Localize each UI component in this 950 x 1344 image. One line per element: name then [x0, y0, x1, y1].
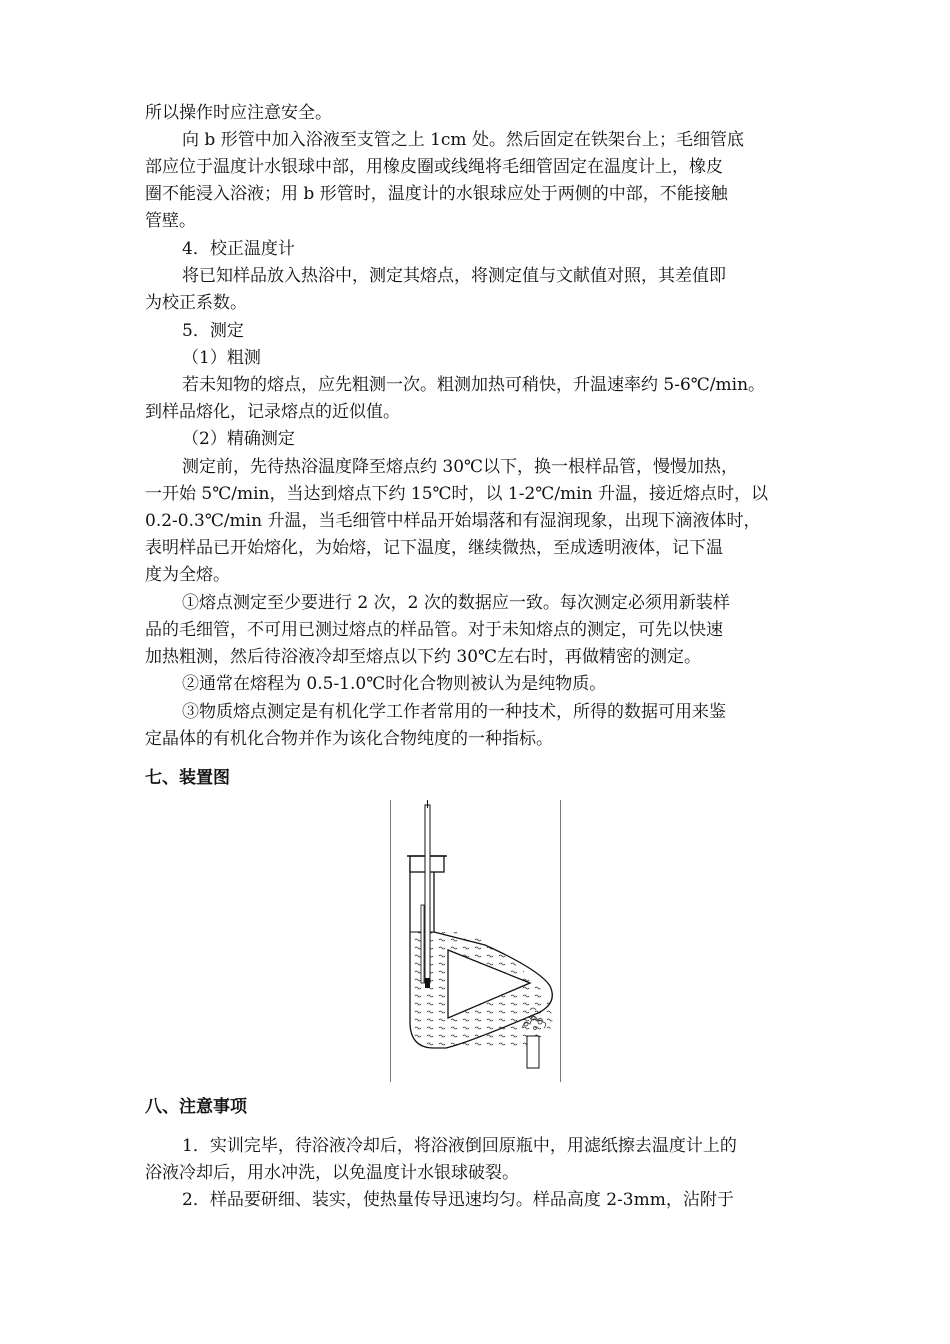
body-line-17: 表明样品已开始熔化，为始熔，记下温度，继续微热，至成透明液体，记下温: [145, 538, 723, 558]
body-line-24: 定晶体的有机化合物并作为该化合物纯度的一种指标。: [145, 729, 553, 749]
body-line-18: 度为全熔。: [145, 565, 230, 585]
body-line-20: 品的毛细管，不可用已测过熔点的样品管。对于未知熔点的测定，可先以快速: [145, 620, 723, 640]
body-line-7: 将已知样品放入热浴中，测定其熔点，将测定值与文献值对照，其差值即: [182, 266, 726, 286]
body-line-21: 加热粗测，然后待浴液冷却至熔点以下约 30℃左右时，再做精密的测定。: [145, 647, 702, 667]
subheading-precise: （2）精确测定: [182, 429, 295, 449]
burner: [527, 1036, 539, 1068]
body-line-8: 为校正系数。: [145, 293, 247, 313]
subheading-calibrate: 4．校正温度计: [182, 239, 295, 259]
body-line-2: 向 b 形管中加入浴液至支管之上 1cm 处。然后固定在铁架台上；毛细管底: [182, 130, 744, 150]
apparatus-diagram: [390, 800, 562, 1082]
body-line-16: 0.2-0.3℃/min 升温，当毛细管中样品开始塌落和有湿润现象，出现下滴液体时，: [145, 511, 761, 531]
body-line-19: ①熔点测定至少要进行 2 次，2 次的数据应一致。每次测定必须用新装样: [182, 593, 730, 613]
thermometer: [425, 805, 430, 983]
notice-line-1: 1．实训完毕，待浴液冷却后，将浴液倒回原瓶中，用滤纸擦去温度计上的: [182, 1136, 737, 1156]
body-line-22: ②通常在熔程为 0.5-1.0℃时化合物则被认为是纯物质。: [182, 674, 607, 694]
body-line-11: 若未知物的熔点，应先粗测一次。粗测加热可稍快，升温速率约 5-6℃/min。: [182, 375, 766, 395]
body-line-23: ③物质熔点测定是有机化学工作者常用的一种技术，所得的数据可用来鉴: [182, 702, 726, 722]
body-line-5: 管壁。: [145, 211, 196, 231]
capillary-tube: [421, 905, 424, 983]
section-7-heading: 七、装置图: [145, 768, 230, 788]
subheading-measure: 5．测定: [182, 321, 244, 341]
body-line-15: 一开始 5℃/min，当达到熔点下约 15℃时，以 1-2℃/min 升温，接近熔点时，以: [145, 484, 768, 504]
body-line-14: 测定前，先待热浴温度降至熔点约 30℃以下，换一根样品管，慢慢加热，: [182, 457, 739, 477]
notice-line-3: 2．样品要研细、装实，使热量传导迅速均匀。样品高度 2-3mm，沾附于: [182, 1190, 734, 1210]
section-8-heading: 八、注意事项: [145, 1097, 247, 1117]
body-line-1: 所以操作时应注意安全。: [145, 103, 332, 123]
subheading-rough: （1）粗测: [182, 348, 261, 368]
notice-line-2: 浴液冷却后，用水冲洗，以免温度计水银球破裂。: [145, 1163, 519, 1183]
body-line-4: 圈不能浸入浴液；用 b 形管时，温度计的水银球应处于两侧的中部，不能接触: [145, 184, 728, 204]
body-line-12: 到样品熔化，记录熔点的近似值。: [145, 402, 400, 422]
body-line-3: 部应位于温度计水银球中部，用橡皮圈或线绳将毛细管固定在温度计上，橡皮: [145, 157, 723, 177]
